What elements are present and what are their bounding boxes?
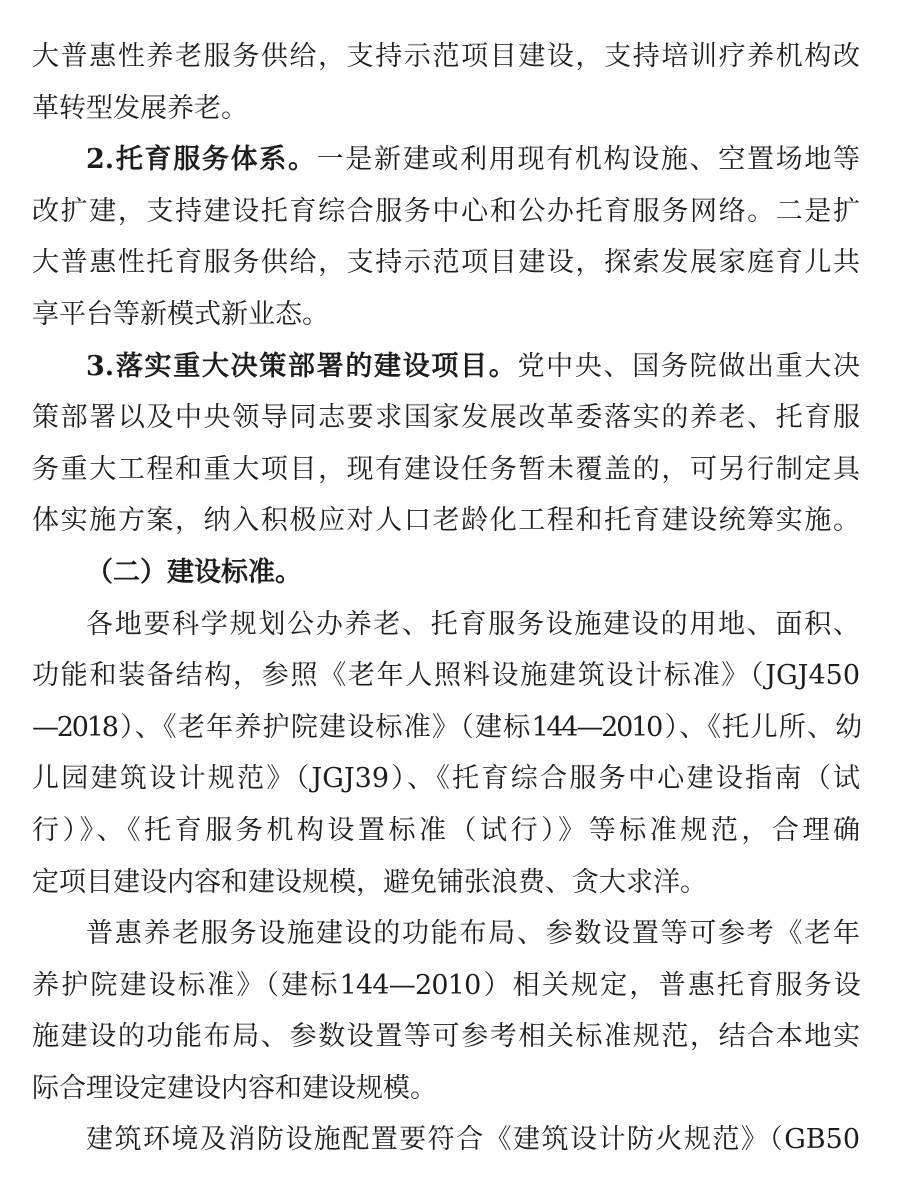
body-run: 体实施方案，纳入积极应对人口老龄化工程和托育建设统筹实施。 bbox=[32, 505, 860, 537]
body-run: 党中央、国务院做出重大决 bbox=[517, 350, 860, 382]
body-run: 定项目建设内容和建设规模，避免铺张浪费、贪大求洋。 bbox=[32, 866, 707, 898]
text-line bbox=[32, 753, 860, 805]
text-line bbox=[32, 392, 860, 444]
text-line bbox=[32, 547, 860, 599]
text-line bbox=[32, 31, 860, 83]
text-line bbox=[32, 134, 860, 186]
body-run: —2018）、《老年养护院建设标准》（建标144—2010）、《托儿所、幼 bbox=[32, 711, 860, 743]
text-line bbox=[32, 702, 860, 754]
text-line bbox=[32, 650, 860, 702]
text-line bbox=[32, 805, 860, 857]
text-line bbox=[32, 1011, 860, 1063]
text-line bbox=[32, 857, 860, 909]
text-line bbox=[32, 960, 860, 1012]
body-run: 际合理设定建设内容和建设规模。 bbox=[32, 1072, 437, 1104]
body-run: 大普惠性托育服务供给，支持示范项目建设，探索发展家庭育儿共 bbox=[32, 247, 860, 279]
body-run: 普惠养老服务设施建设的功能布局、参数设置等可参考《老年 bbox=[86, 918, 860, 950]
text-line bbox=[32, 289, 860, 341]
body-run: 策部署以及中央领导同志要求国家发展改革委落实的养老、托育服 bbox=[32, 402, 860, 434]
body-run: 养护院建设标准》（建标144—2010）相关规定，普惠托育服务设 bbox=[32, 969, 860, 1001]
body-run: 一是新建或利用现有机构设施、空置场地等 bbox=[316, 144, 860, 176]
heading-run: （二）建设标准。 bbox=[86, 556, 302, 588]
document-text bbox=[32, 31, 860, 1166]
text-line bbox=[32, 599, 860, 651]
text-line bbox=[32, 1114, 860, 1166]
text-line bbox=[32, 444, 860, 496]
body-run: 革转型发展养老。 bbox=[32, 92, 248, 124]
body-run: 施建设的功能布局、参数设置等可参考相关标准规范，结合本地实 bbox=[32, 1021, 860, 1053]
body-run: 功能和装备结构，参照《老年人照料设施建筑设计标准》（JGJ450 bbox=[32, 660, 860, 692]
heading-run: 2.托育服务体系。 bbox=[86, 144, 317, 176]
body-run: 行）》、《托育服务机构设置标准（试行）》等标准规范，合理确 bbox=[32, 814, 860, 846]
text-line bbox=[32, 237, 860, 289]
body-run: 大普惠性养老服务供给，支持示范项目建设，支持培训疗养机构改 bbox=[32, 41, 860, 72]
body-run: 建筑环境及消防设施配置要符合《建筑设计防火规范》（GB50 bbox=[86, 1124, 860, 1156]
body-run: 享平台等新模式新业态。 bbox=[32, 298, 329, 330]
body-run: 各地要科学规划公办养老、托育服务设施建设的用地、面积、 bbox=[86, 608, 860, 640]
body-run: 儿园建筑设计规范》（JGJ39）、《托育综合服务中心建设指南（试 bbox=[32, 763, 860, 795]
text-line bbox=[32, 83, 860, 135]
text-line bbox=[32, 908, 860, 960]
text-line bbox=[32, 495, 860, 547]
body-run: 务重大工程和重大项目，现有建设任务暂未覆盖的，可另行制定具 bbox=[32, 453, 860, 485]
text-line bbox=[32, 1063, 860, 1115]
body-run: 改扩建，支持建设托育综合服务中心和公办托育服务网络。二是扩 bbox=[32, 195, 860, 227]
text-line bbox=[32, 341, 860, 393]
heading-run: 3.落实重大决策部署的建设项目。 bbox=[86, 350, 518, 382]
text-line bbox=[32, 186, 860, 238]
